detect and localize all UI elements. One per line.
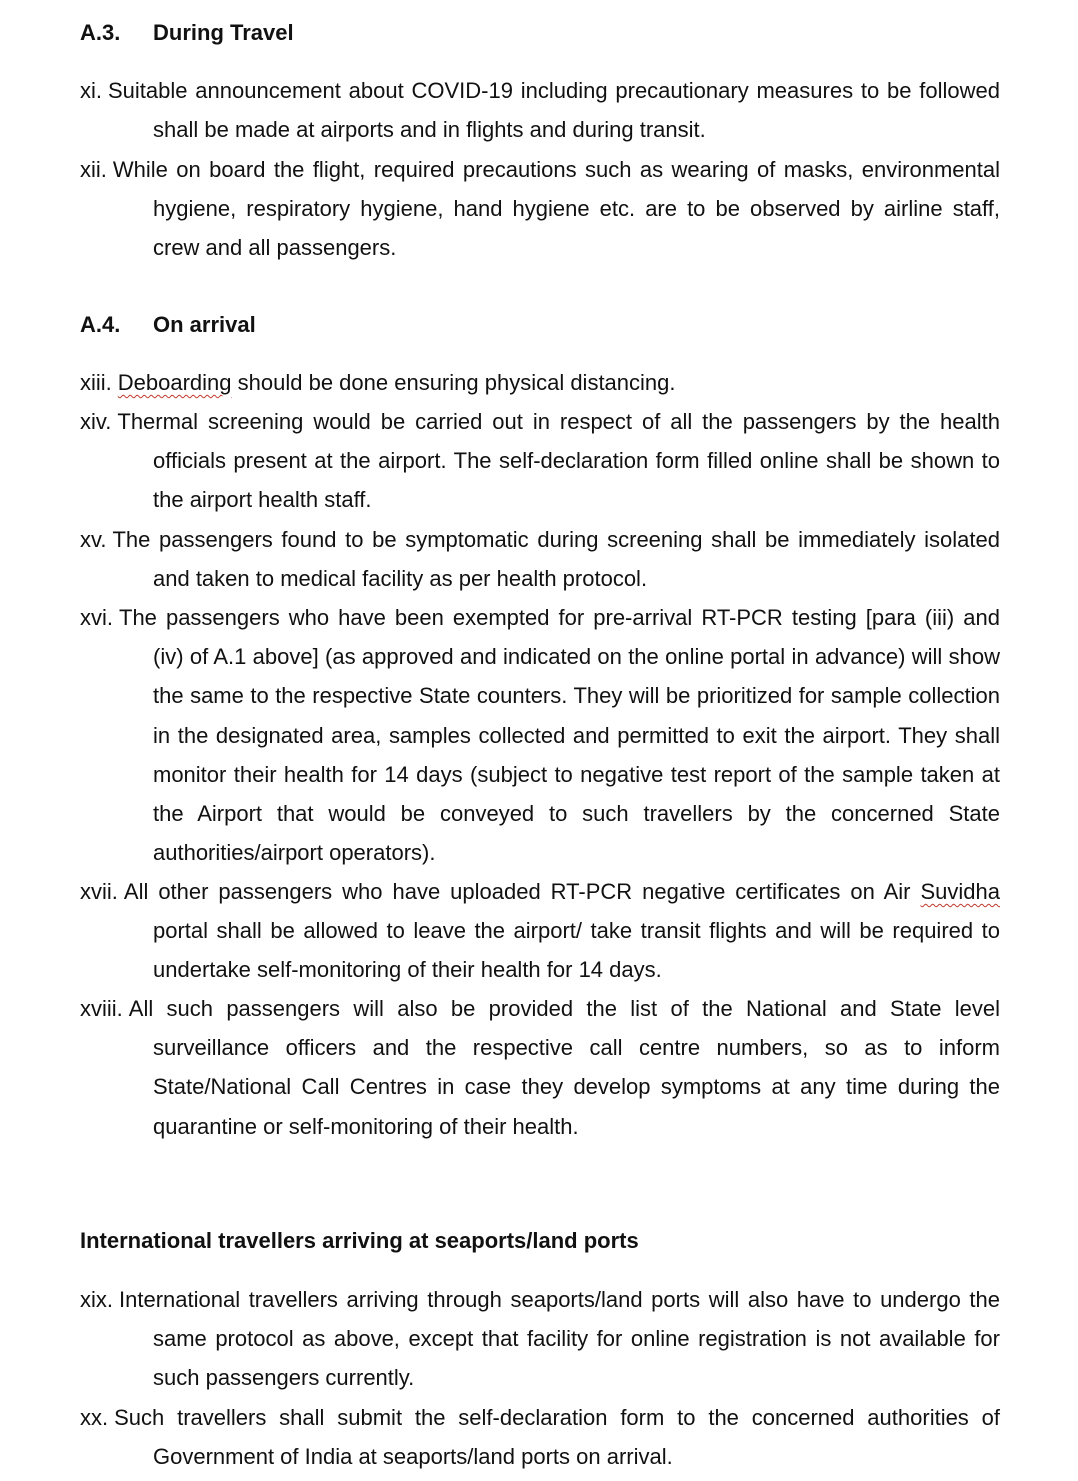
item-label: xx. (80, 1405, 109, 1430)
section-heading-a3 (80, 19, 294, 47)
list-item-xix (80, 1280, 1000, 1398)
item-label: xviii. (80, 996, 123, 1021)
list-item-xiii (80, 363, 1000, 402)
list-item-xvi (80, 598, 1000, 872)
item-text: should be done ensuring physical distancing. (231, 370, 676, 395)
item-label: xi. (80, 78, 102, 103)
section-heading-seaports (80, 1227, 639, 1255)
item-label: xiv. (80, 409, 112, 434)
spellcheck-word: Deboarding (117, 370, 232, 395)
item-text: While on board the flight, required precautions such as wearing of masks, environmental hygiene, respiratory hygiene, hand hygiene etc. are to be observed by airline staff, crew and all passengers. (112, 157, 1000, 261)
list-item-xii (80, 150, 1000, 268)
section-title: On arrival (153, 312, 256, 337)
item-text: All such passengers will also be provided the list of the National and State level surveillance officers and the respective call centre numbers, so as to inform State/National Call Centres in case they develop symptoms at any time during the quarantine or self-monitoring of their health. (128, 996, 1000, 1139)
item-text: Thermal screening would be carried out in respect of all the passengers by the health officials present at the airport. The self-declaration form filled online shall be shown to the airport health staff. (117, 409, 1000, 513)
item-text: All other passengers who have uploaded RT-PCR negative certificates on Air (123, 879, 921, 904)
item-label: xvi. (80, 605, 113, 630)
list-item-xviii (80, 989, 1000, 1146)
item-label: xii. (80, 157, 107, 182)
item-text: portal shall be allowed to leave the airport/ take transit flights and will be required to undertake self-monitoring of their health for 14 days. (153, 918, 1000, 983)
item-text: International travellers arriving through seaports/land ports will also have to undergo the same protocol as above, except that facility for online registration is not available for such passengers currently. (119, 1287, 1000, 1391)
section-title: International travellers arriving at seaports/land ports (80, 1228, 639, 1253)
item-label: xvii. (80, 879, 118, 904)
item-label: xiii. (80, 370, 112, 395)
section-title: During Travel (153, 20, 294, 45)
section-number: A.4. (80, 312, 121, 337)
item-label: xv. (80, 527, 107, 552)
list-item-xx (80, 1398, 1000, 1476)
item-text: Suitable announcement about COVID-19 including precautionary measures to be followed shall be made at airports and in flights and during transit. (108, 78, 1000, 143)
spellcheck-word: Suvidha (920, 879, 1000, 904)
section-number: A.3. (80, 20, 121, 45)
list-item-xvii (80, 872, 1000, 990)
list-item-xiv (80, 402, 1000, 520)
item-text: Such travellers shall submit the self-declaration form to the concerned authorities of Government of India at seaports/land ports on arrival. (114, 1405, 1000, 1470)
item-text: The passengers who have been exempted for pre-arrival RT-PCR testing [para (iii) and (iv) of A.1 above] (as approved and indicated on the online portal in advance) will show the same to the respective State counters. They will be prioritized for sample collection in the designated area, samples collected and permitted to exit the airport. They shall monitor their health for 14 days (subject to negative test report of the sample taken at the Airport that would be conveyed to such travellers by the concerned State authorities/airport operators). (119, 605, 1000, 866)
list-item-xv (80, 520, 1000, 598)
item-label: xix. (80, 1287, 113, 1312)
item-text: The passengers found to be symptomatic during screening shall be immediately isolated and taken to medical facility as per health protocol. (112, 527, 1000, 592)
list-item-xi (80, 71, 1000, 149)
section-heading-a4 (80, 311, 256, 339)
